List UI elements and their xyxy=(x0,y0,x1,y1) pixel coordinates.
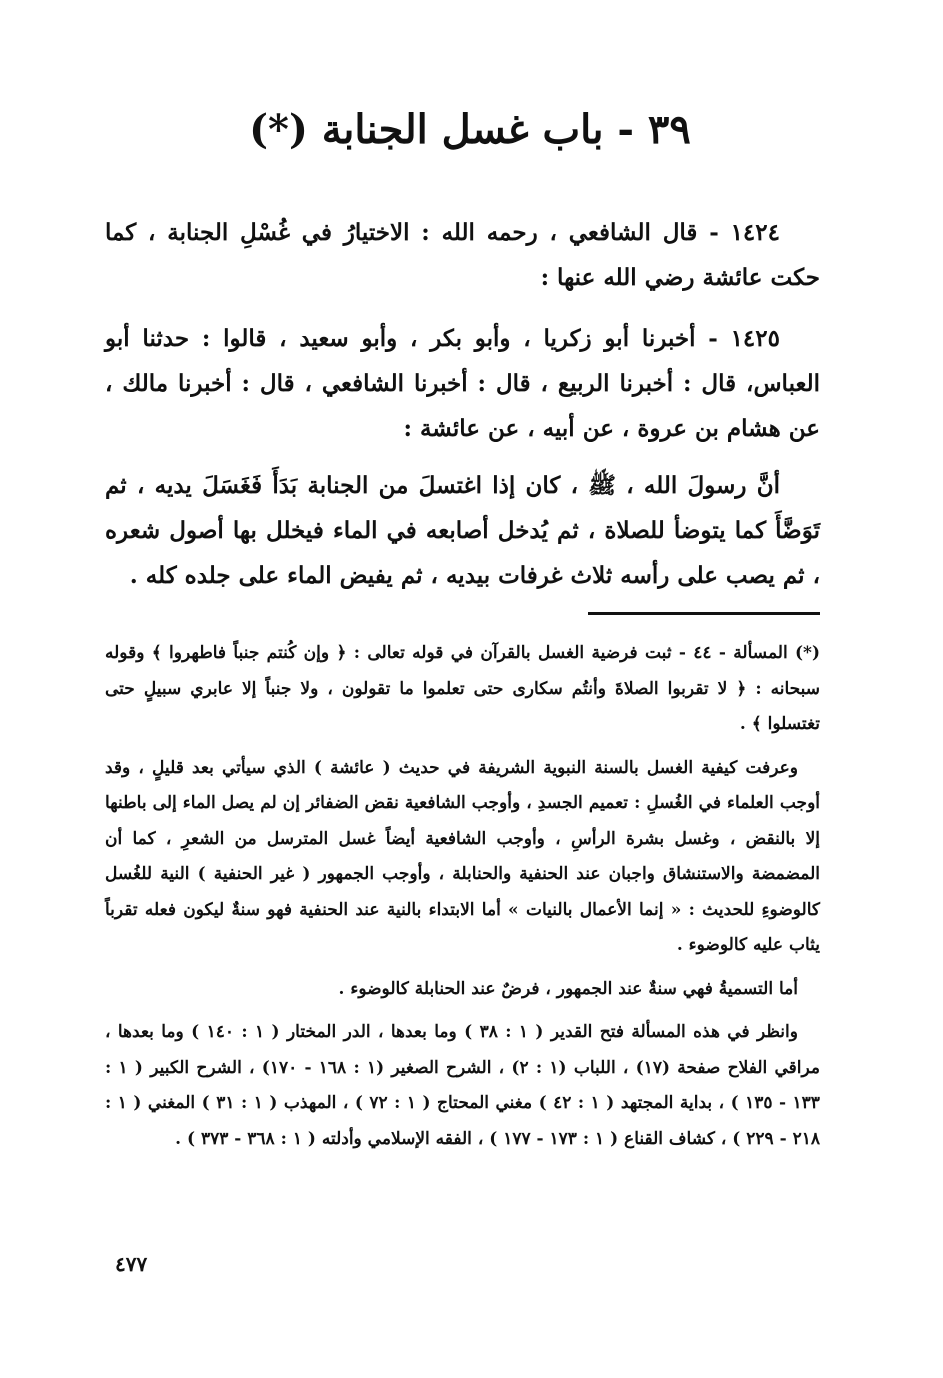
main-paragraph-1425-isnad: ١٤٢٥ - أخبرنا أبو زكريا ، وأبو بكر ، وأبو سعيد ، قالوا : حدثنا أبو العباس، قال : أخبرنا الربيع ، قال : أخبرنا الشافعي ، قال : أخبرنا مالك ، عن هشام بن عروة ، عن أبيه ، عن عائشة : xyxy=(105,325,820,442)
chapter-title: ٣٩ - باب غسل الجنابة (*) xyxy=(249,106,691,153)
main-paragraph-hadith: أنَّ رسولَ الله ، ﷺ ، كان إذا اغتسلَ من الجنابة بَدَأَ فَغَسَلَ يديه ، ثم تَوَضَّأَ كما يتوضأ للصلاة ، ثم يُدخل أصابعه في الماء فيخلل بها أصول شعره ، ثم يصب على رأسه ثلاث غرفات بيديه ، ثم يفيض الماء على جلده كله . xyxy=(105,472,820,589)
page-number: ٤٧٧ xyxy=(115,1252,148,1276)
footnote-ghusl-method: وعرفت كيفية الغسل بالسنة النبوية الشريفة في حديث ( عائشة ) الذي سيأتي بعد قليلٍ ، وقد أوجب العلماء في الغُسلِ : تعميم الجسدِ ، وأوجب الشافعية نقض الضفائر إن لم يصل الماء إلى باطنها إلا بالنقض ، وغسل بشرة الرأسِ ، وأوجب الشافعية أيضاً غسل المترسل من الشعرِ ، كما أن المضمضة والاستنشاق واجبان عند الحنفية والحنابلة ، وأوجب الجمهور ( غير الحنفية ) النية للغُسل كالوضوءِ للحديث : « إنما الأعمال بالنيات » أما الابتداء بالنية عند الحنفية فهو سنةٌ ليكون فعله تقرباً يثاب عليه كالوضوء . xyxy=(105,757,820,955)
footnote-question-44: (*) المسألة - ٤٤ - ثبت فرضية الغسل بالقرآن في قوله تعالى : ﴿ وإن كُنتم جنباً فاطهروا ﴾ وقوله سبحانه : ﴿ لا تقربوا الصلاةَ وأنتُم سكارى حتى تعلموا ما تقولون ، ولا جنباً إلا عابري سبيلٍ حتى تغتسلوا ﴾ . xyxy=(105,643,820,734)
footnote-divider xyxy=(588,612,820,615)
main-paragraph-1424: ١٤٢٤ - قال الشافعي ، رحمه الله : الاختيارُ في غُسْلِ الجنابة ، كما حكت عائشة رضي الله عنها : xyxy=(105,219,820,291)
main-text xyxy=(105,210,820,610)
footnote-tasmiya: أما التسميةُ فهي سنةٌ عند الجمهور ، فرضٌ عند الحنابلة كالوضوء . xyxy=(338,978,798,999)
footnotes xyxy=(105,636,820,1165)
footnote-references: وانظر في هذه المسألة فتح القدير ( ١ : ٣٨ ) وما بعدها ، الدر المختار ( ١ : ١٤٠ ) وما بعدها ، مراقي الفلاح صفحة (١٧) ، اللباب (١ : ٢) ، الشرح الصغير (١ : ١٦٨ - ١٧٠) ، الشرح الكبير ( ١ : ١٣٣ - ١٣٥ ) ، بداية المجتهد ( ١ : ٤٢ ) مغني المحتاج ( ١ : ٧٢ ) ، المهذب ( ١ : ٣١ ) المغني ( ١ : ٢١٨ - ٢٢٩ ) ، كشاف القناع ( ١ : ١٧٣ - ١٧٧ ) ، الفقه الإسلامي وأدلته ( ١ : ٣٦٨ - ٣٧٣ ) . xyxy=(105,1022,820,1149)
